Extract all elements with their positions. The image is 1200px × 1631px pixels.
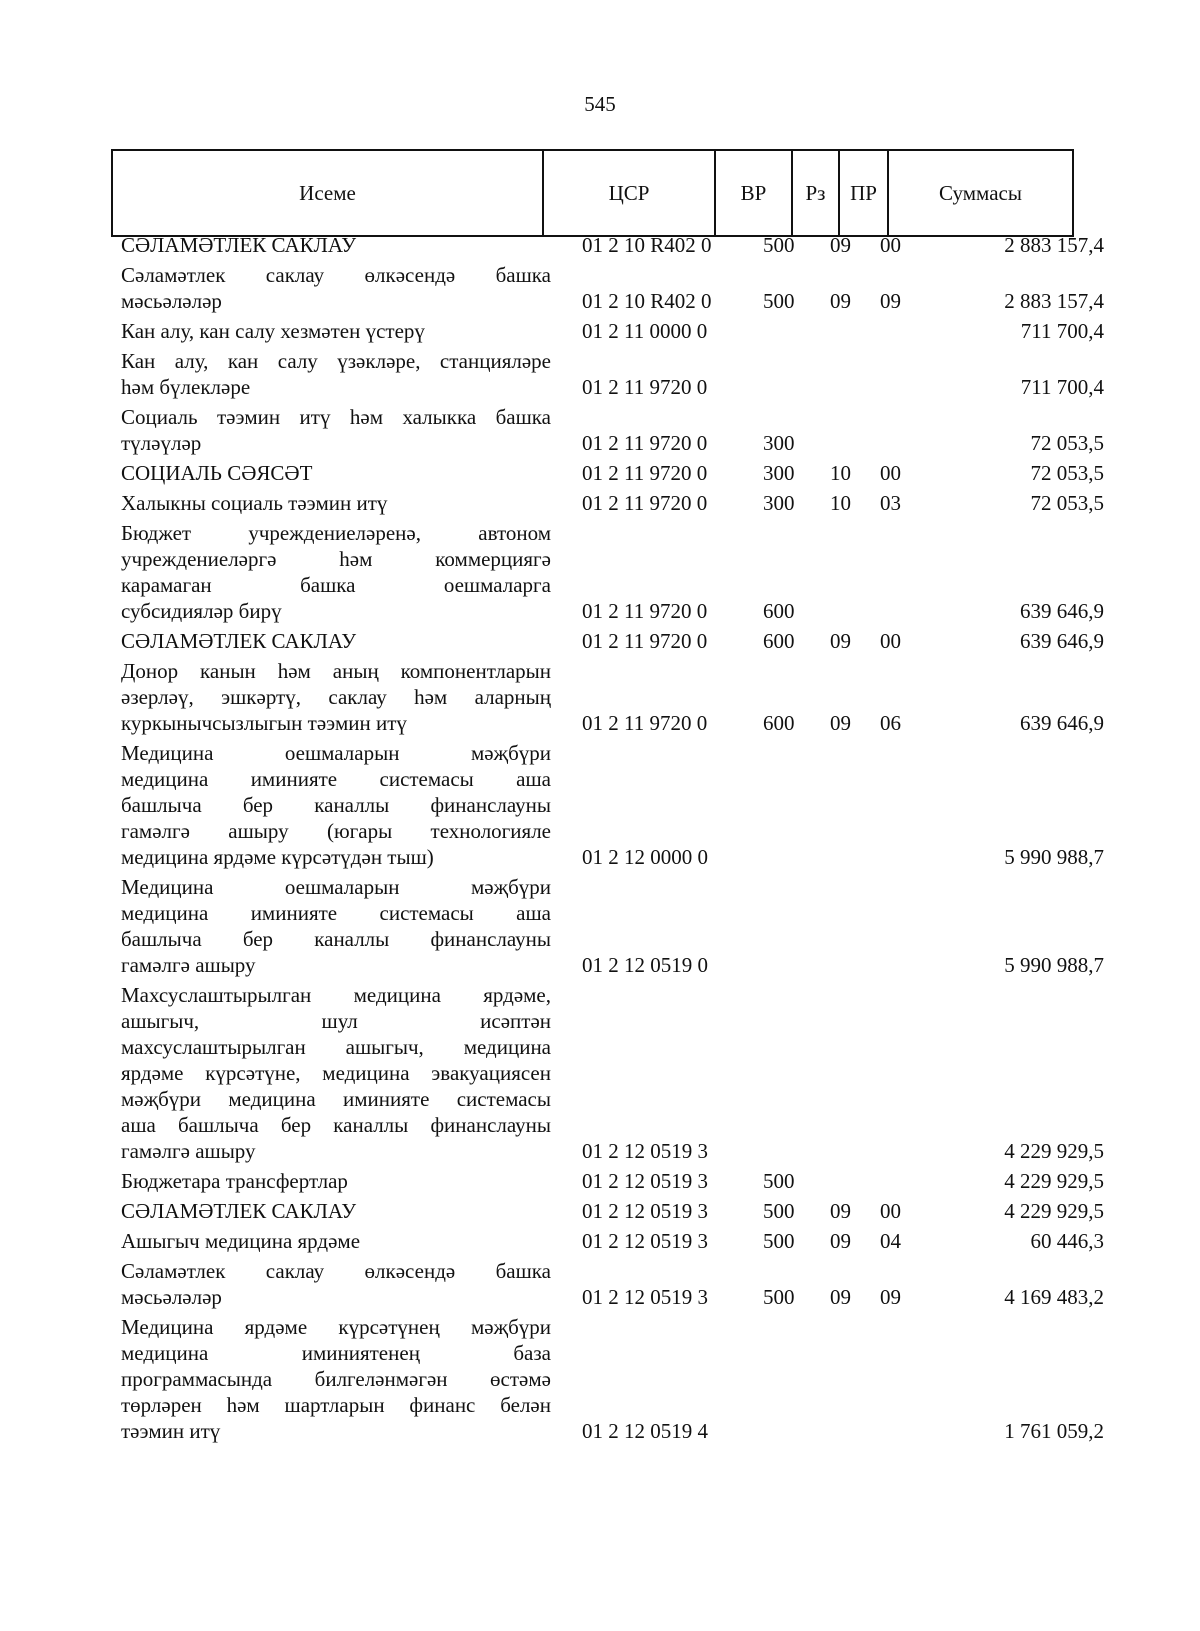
row-sum: 5 990 988,7 [1004,953,1104,977]
row-name [121,348,551,400]
row-name [121,404,551,456]
row-name [121,460,551,486]
row-name-line: Медицина оешмаларын мәҗбүри [121,741,551,765]
row-vr: 600 [763,629,795,653]
row-csr: 01 2 12 0000 0 [582,845,708,869]
row-sum: 4 169 483,2 [1004,1285,1104,1309]
row-name-line: Сәламәтлек саклау өлкәсендә башка [121,263,551,287]
row-name-line: программасында билгеләнмәгән өстәмә [121,1367,551,1391]
row-sum: 4 229 929,5 [1004,1139,1104,1163]
row-sum: 2 883 157,4 [1004,289,1104,313]
row-name [121,1168,551,1194]
table-row [0,874,1200,978]
header-name: Исеме [112,150,543,236]
row-vr: 500 [763,289,795,313]
row-pr: 03 [880,491,901,515]
row-vr: 500 [763,1229,795,1253]
header-vr: ВР [715,150,792,236]
table-row [0,404,1200,456]
row-name [121,318,551,344]
row-name-line: СӘЛАМӘТЛЕК САКЛАУ [121,233,357,257]
row-csr: 01 2 10 R402 0 [582,289,712,313]
table-row [0,490,1200,516]
row-name-line: медицина иминияте системасы аша [121,767,551,791]
row-name [121,262,551,314]
table-row [0,318,1200,344]
row-rz: 09 [830,1285,851,1309]
row-sum: 639 646,9 [1020,629,1104,653]
row-name-line: ашыгыч, шул исәптән [121,1009,551,1033]
row-pr: 00 [880,233,901,257]
table-row [0,1228,1200,1254]
row-name-line: Ашыгыч медицина ярдәме [121,1229,361,1253]
table-row [0,658,1200,736]
row-csr: 01 2 11 9720 0 [582,461,708,485]
table-row [0,982,1200,1164]
row-name [121,658,551,736]
row-name-line: медицина иминияте системасы аша [121,901,551,925]
row-name-line: тәэмин итү [121,1419,221,1443]
row-vr: 300 [763,491,795,515]
header-csr: ЦСР [543,150,715,236]
row-pr: 09 [880,1285,901,1309]
table-row [0,520,1200,624]
row-name-line: Бюджетара трансфертлар [121,1169,348,1193]
table-row [0,1258,1200,1310]
row-pr: 00 [880,629,901,653]
row-name-line: карамаган башка оешмаларга [121,573,551,597]
row-name [121,490,551,516]
row-pr: 09 [880,289,901,313]
row-csr: 01 2 12 0519 3 [582,1139,708,1163]
row-name-line: Социаль тәэмин итү һәм халыкка башка [121,405,551,429]
row-name [121,520,551,624]
row-rz: 09 [830,1199,851,1223]
table-row [0,232,1200,258]
row-vr: 600 [763,711,795,735]
row-name-line: түләүләр [121,431,202,455]
row-name-line: СӘЛАМӘТЛЕК САКЛАУ [121,1199,357,1223]
row-sum: 72 053,5 [1030,491,1104,515]
row-pr: 06 [880,711,901,735]
row-sum: 5 990 988,7 [1004,845,1104,869]
row-csr: 01 2 12 0519 0 [582,953,708,977]
row-csr: 01 2 12 0519 4 [582,1419,708,1443]
row-name-line: һәм бүлекләре [121,375,251,399]
row-pr: 00 [880,461,901,485]
row-sum: 711 700,4 [1020,319,1104,343]
row-name-line: Медицина оешмаларын мәҗбүри [121,875,551,899]
row-name [121,1314,551,1444]
row-name [121,1228,551,1254]
row-csr: 01 2 11 9720 0 [582,375,708,399]
row-csr: 01 2 10 R402 0 [582,233,712,257]
table-row [0,348,1200,400]
row-sum: 639 646,9 [1020,711,1104,735]
row-csr: 01 2 11 9720 0 [582,491,708,515]
row-rz: 10 [830,491,851,515]
row-sum: 639 646,9 [1020,599,1104,623]
row-name-line: СӘЛАМӘТЛЕК САКЛАУ [121,629,357,653]
row-csr: 01 2 11 9720 0 [582,599,708,623]
row-name-line: Медицина ярдәме күрсәтүнең мәҗбүри [121,1315,551,1339]
row-sum: 1 761 059,2 [1004,1419,1104,1443]
row-rz: 09 [830,1229,851,1253]
row-name-line: учреждениеләргә һәм коммерциягә [121,547,551,571]
row-sum: 2 883 157,4 [1004,233,1104,257]
row-name-line: медицина иминиятенең база [121,1341,551,1365]
row-name-line: Кан алу, кан салу үзәкләре, станцияләре [121,349,551,373]
table-header [111,149,1074,237]
table-row [0,740,1200,870]
row-sum: 60 446,3 [1030,1229,1104,1253]
row-name-line: Бюджет учреждениеләренә, автоном [121,521,551,545]
row-csr: 01 2 12 0519 3 [582,1169,708,1193]
row-rz: 10 [830,461,851,485]
row-csr: 01 2 12 0519 3 [582,1285,708,1309]
row-name-line: төрләрен һәм шартларын финанс белән [121,1393,551,1417]
row-name-line: Махсуслаштырылган медицина ярдәме, [121,983,551,1007]
row-vr: 300 [763,461,795,485]
row-csr: 01 2 12 0519 3 [582,1199,708,1223]
row-name-line: әзерләү, эшкәртү, саклау һәм аларның [121,685,551,709]
row-vr: 500 [763,1199,795,1223]
row-name [121,874,551,978]
row-csr: 01 2 11 9720 0 [582,711,708,735]
page-number: 545 [584,92,616,116]
row-vr: 500 [763,233,795,257]
row-name [121,1258,551,1310]
row-vr: 500 [763,1285,795,1309]
table-row [0,1198,1200,1224]
row-name-line: Сәламәтлек саклау өлкәсендә башка [121,1259,551,1283]
row-name-line: СОЦИАЛЬ СӘЯСӘТ [121,461,313,485]
row-name-line: башлыча бер каналлы финанслауны [121,793,551,817]
row-name-line: гамәлгә ашыру [121,1139,256,1163]
row-name-line: ярдәме күрсәтүне, медицина эвакуациясен [121,1061,551,1085]
row-name-line: Донор канын һәм аның компонентларын [121,659,551,683]
row-rz: 09 [830,289,851,313]
row-name-line: субсидияләр бирү [121,599,282,623]
row-name-line: куркынычсызлыгын тәэмин итү [121,711,407,735]
row-sum: 72 053,5 [1030,431,1104,455]
row-name-line: медицина ярдәме күрсәтүдән тыш) [121,845,434,869]
row-name-line: аша башлыча бер каналлы финанслауны [121,1113,551,1137]
row-sum: 4 229 929,5 [1004,1169,1104,1193]
header-rz: Рз [792,150,839,236]
row-csr: 01 2 12 0519 3 [582,1229,708,1253]
row-name [121,1198,551,1224]
row-name-line: Кан алу, кан салу хезмәтен үстерү [121,319,425,343]
row-sum: 711 700,4 [1020,375,1104,399]
row-csr: 01 2 11 9720 0 [582,629,708,653]
row-rz: 09 [830,711,851,735]
row-name-line: мәсьәләләр [121,289,222,313]
row-pr: 04 [880,1229,901,1253]
table-row [0,1314,1200,1444]
row-sum: 72 053,5 [1030,461,1104,485]
row-name-line: мәҗбүри медицина иминияте системасы [121,1087,551,1111]
row-vr: 600 [763,599,795,623]
row-name [121,982,551,1164]
row-csr: 01 2 11 9720 0 [582,431,708,455]
row-name [121,740,551,870]
row-name-line: гамәлгә ашыру (югары технологияле [121,819,551,843]
row-name-line: махсуслаштырылган ашыгыч, медицина [121,1035,551,1059]
header-sum: Суммасы [888,150,1073,236]
row-vr: 300 [763,431,795,455]
header-pr: ПР [839,150,888,236]
row-name [121,628,551,654]
row-name-line: Халыкны социаль тәэмин итү [121,491,388,515]
table-row [0,1168,1200,1194]
row-csr: 01 2 11 0000 0 [582,319,708,343]
table-row [0,262,1200,314]
table-row [0,460,1200,486]
row-name [121,232,551,258]
row-rz: 09 [830,629,851,653]
row-name-line: гамәлгә ашыру [121,953,256,977]
row-pr: 00 [880,1199,901,1223]
row-vr: 500 [763,1169,795,1193]
row-rz: 09 [830,233,851,257]
row-sum: 4 229 929,5 [1004,1199,1104,1223]
row-name-line: мәсьәләләр [121,1285,222,1309]
row-name-line: башлыча бер каналлы финанслауны [121,927,551,951]
table-row [0,628,1200,654]
